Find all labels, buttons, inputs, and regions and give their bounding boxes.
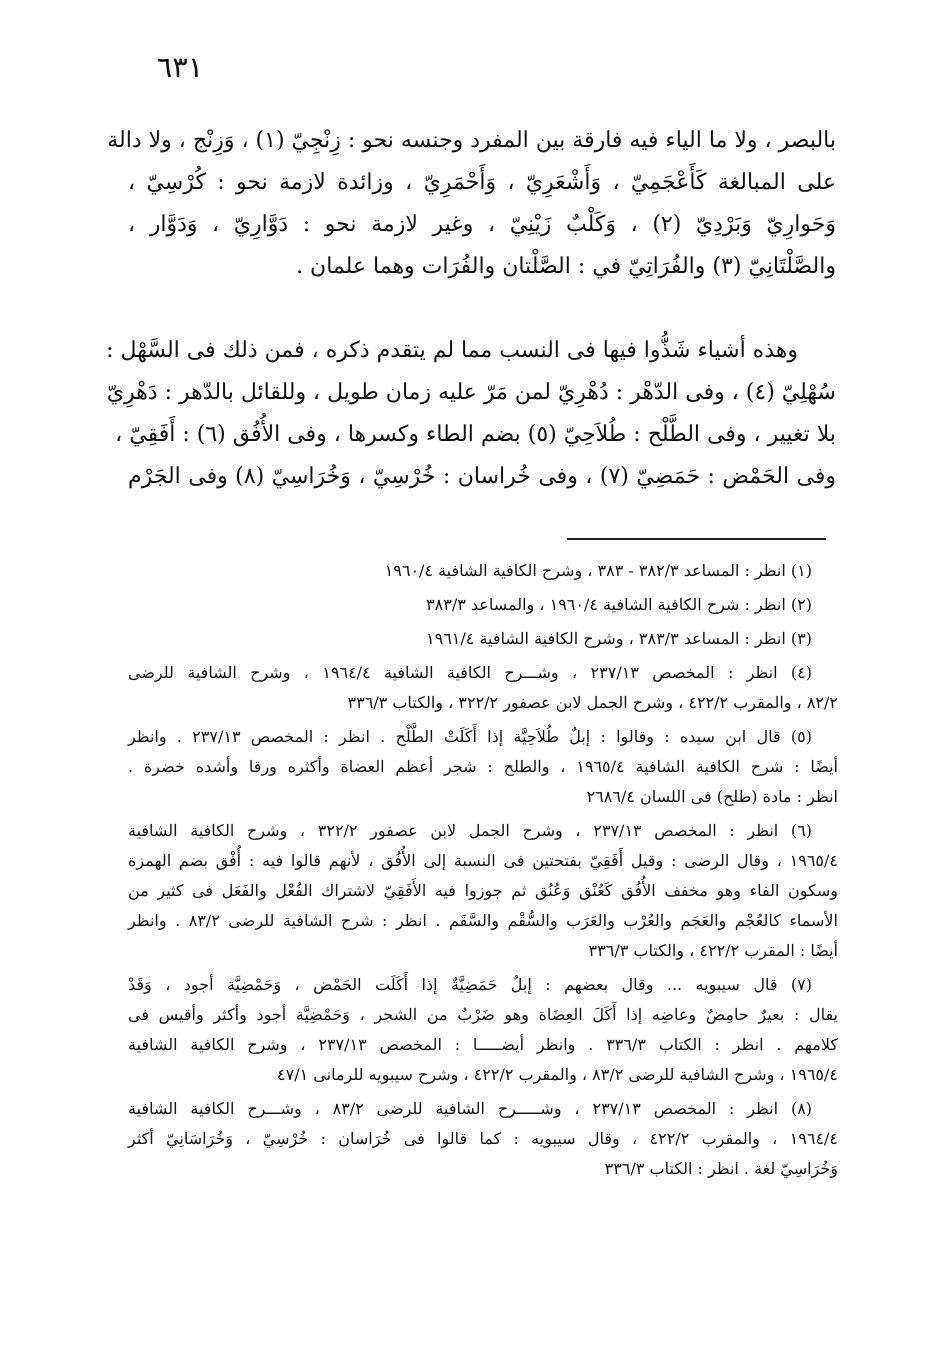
footnote-number: (٧) [790,975,813,994]
footnote-line: أيضًا : المقرب ٤٢٢/٢ ، والكتاب ٣٣٦/٣ [588,941,838,960]
body-paragraph-1 [107,120,836,288]
footnote-line: يقال : بعيرٌ حامِضٌ وعاضِه إذا أَكَلَ العِضَاة وهو ضَرْبٌ من الشجر ، وَحَمْضِيَّة أجود وأكثر وأقيس فى [128,1005,839,1024]
footnote-separator [567,538,826,540]
footnote-number: (١) [790,561,812,580]
footnote-5 [128,722,838,812]
footnote-line [128,590,838,620]
page-number: ٦٣١ [156,50,204,84]
footnote-text: انظر : شرح الكافية الشافية ١٩٦٠/٤ ، والمساعد ٣٨٣/٣ [426,595,786,614]
footnote-number: (٢) [790,595,812,614]
footnote-text: قال سيبويه ... وقال بعضهم : إبلٌ حَمَضِيَّةٌ إذا أَكَلَت الحَمْض ، وَحَمْضِيَّة أجود ، وَقَدْ [128,975,778,994]
footnote-line: الأسماء كالعُجْم والعَجَم والعُرْب والعَرَب والسُّقْم والسَّقَم . انظر : شرح الشافية للرضى ٨٣/٢ . وانظر [128,911,838,930]
footnote-line [128,658,838,688]
footnote-line [128,722,838,752]
footnote-text: انظر : المساعد ٣٨٢/٣ - ٣٨٣ ، وشرح الكافية الشافية ١٩٦٠/٤ [384,561,786,580]
body-line: بالبصر ، ولا ما الياء فيه فارقة بين المفرد وجنسه نحو : زِنْجِيّ (١) ، وَزِنْج ، ولا دالة [107,128,836,153]
footnote-3 [128,624,838,654]
footnote-number: (٨) [790,1099,813,1118]
footnote-line: وسكون الفاء وهو مخفف الأُفُق كَعُنْق وَعُنُق ثم جوزوا فيه الأَفَقِيّ لاشتراك الفُعْل والفَعَل فى كثير من [128,881,838,900]
body-line: والصَّلْتَانِيّ (٣) والفُرَاتِيّ في : الصَّلْتان والفُرَات وهما علمان . [296,254,836,279]
footnote-4 [128,658,838,718]
footnote-line: أيضًا : شرح الكافية الشافية ١٩٦٥/٤ ، والطلح : شجر أعظم العضاة وأكثره ورقا وأشده خضرة . [128,757,839,776]
footnote-text: انظر : المخصص ٢٣٧/١٣ ، وشرح الجمل لابن عصفور ٣٢٢/٢ ، وشرح الكافية الشافية [128,821,779,840]
footnote-text: انظر : المساعد ٣٨٣/٣ ، وشرح الكافية الشافية ١٩٦١/٤ [426,629,786,648]
body-line: بلا تغيير ، وفى الطَّلْح : طُلاَحِيّ (٥) بضم الطاء وكسرها ، وفى الأُفُق (٦) : أَفَقِيّ ، [115,422,836,447]
body-line: وفى الحَمْض : حَمَضِيّ (٧) ، وفى خُراسان : خُرْسِيّ ، وَخُرَاسِيّ (٨) وفى الجَرْم [128,464,836,489]
body-paragraph-2 [106,330,836,498]
footnote-line [128,970,838,1000]
body-line: وَحَوارِيّ وَبَرْدِيّ (٢) ، وَكَلْبٌ زَيْنِيّ ، وغير لازمة نحو : دَوَّارِيّ ، وَدَوَّار ، [128,212,836,237]
body-line: على المبالغة كَأَعْجَمِيّ ، وَأَشْعَرِيّ ، وَأَحْمَرِيّ ، وزائدة لازمة نحو : كُرْسِيّ ، [128,170,836,195]
footnote-line [128,624,838,654]
footnote-number: (٤) [790,663,813,682]
footnote-7 [128,970,838,1090]
footnote-text: انظر : المخصص ٢٣٧/١٣ ، وشـــرح الكافية الشافية ١٩٦٤/٤ ، وشرح الشافية للرضى [128,663,778,682]
footnote-number: (٥) [790,727,812,746]
footnote-text: قال ابن سيده : وقالوا : إبلٌ طُلاَحِيَّة إذا أَكَلَتْ الطَّلْح . انظر : المخصص ٢٣٧/١٣ . وانظر [128,727,781,746]
footnote-line [128,1094,838,1124]
body-line: وهذه أشياء شَذُّوا فيها فى النسب مما لم يتقدم ذكره ، فمن ذلك فى السَّهْل : [106,338,798,363]
footnote-line: ١٩٦٥/٤ ، وقال الرضى : وقيل أَفَقِيّ بفتحتين فى النسبة إلى الأُفُق ، لأنهم قالوا فيه : أُفْق بضم الهمزة [128,851,838,870]
body-line: سُهْلِيّ (٤) ، وفى الدّهْر : دُهْرِيّ لمن مَرّ عليه زمان طويل ، وللقائل بالدّهر : دَهْرِيّ [106,380,836,405]
footnote-2 [128,590,838,620]
footnote-line [128,816,838,846]
footnote-line [128,556,838,586]
footnotes-section [128,556,838,1188]
footnote-line: ١٩٦٥/٤ ، وشرح الشافية للرضى ٨٣/٢ ، والمقرب ٤٢٢/٢ ، وشرح سيبويه للرمانى ٤٧/١ [277,1065,838,1084]
footnote-text: انظر : المخصص ٢٣٧/١٣ ، وشـــــرح الشافية للرضى ٨٣/٢ ، وشـــرح الكافية الشافية [128,1099,779,1118]
footnote-number: (٦) [790,821,813,840]
footnote-1 [128,556,838,586]
footnote-line: وَخُرَاسِيّ لغة . انظر : الكتاب ٣٣٦/٣ [604,1159,838,1178]
footnote-line: ٨٢/٢ ، والمقرب ٤٢٢/٢ ، وشرح الجمل لابن عصفور ٣٢٢/٢ ، والكتاب ٣٣٦/٣ [347,693,838,712]
footnote-6 [128,816,838,966]
footnote-number: (٣) [790,629,812,648]
footnote-line: كلامهم . انظر : الكتاب ٣٣٦/٣ . وانظر أيضـــــا : المخصص ٢٣٧/١٣ ، وشرح الكافية الشافية [128,1035,839,1054]
footnote-line: ١٩٦٤/٤ ، والمقرب ٤٢٢/٢ ، وقال سيبويه : كما قالوا فى خُرَاسان : خُرْسِيّ ، وَخُرَاسَانِيّ أكثر [128,1129,839,1148]
footnote-8 [128,1094,838,1184]
footnote-line: انظر : مادة (طلح) فى اللسان ٢٦٨٦/٤ [586,787,838,806]
